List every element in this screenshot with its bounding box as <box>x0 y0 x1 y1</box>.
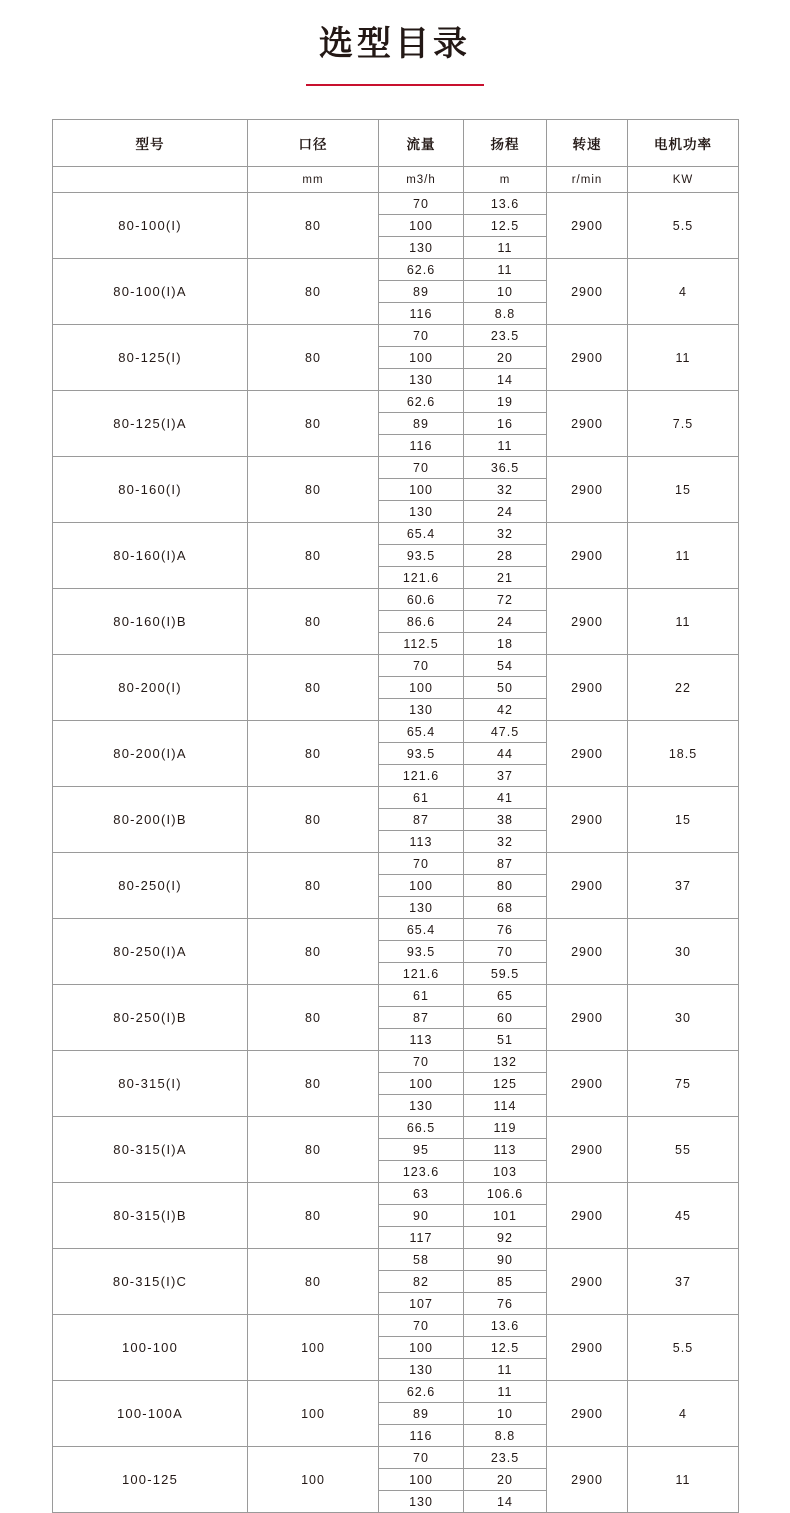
cell-speed: 2900 <box>547 1315 628 1381</box>
cell-power: 30 <box>628 985 739 1051</box>
cell-flow: 93.5 <box>379 941 464 963</box>
column-header-speed: 转速 <box>547 120 628 167</box>
cell-head: 24 <box>464 611 547 633</box>
cell-head: 44 <box>464 743 547 765</box>
cell-power: 4 <box>628 259 739 325</box>
cell-bore: 80 <box>248 589 379 655</box>
cell-head: 32 <box>464 831 547 853</box>
cell-flow: 100 <box>379 1469 464 1491</box>
cell-bore: 80 <box>248 985 379 1051</box>
cell-model: 80-315(I)B <box>53 1183 248 1249</box>
cell-flow: 93.5 <box>379 545 464 567</box>
cell-head: 87 <box>464 853 547 875</box>
cell-flow: 100 <box>379 347 464 369</box>
cell-bore: 100 <box>248 1447 379 1513</box>
cell-flow: 100 <box>379 677 464 699</box>
column-unit-speed: r/min <box>547 167 628 193</box>
cell-bore: 80 <box>248 391 379 457</box>
cell-flow: 121.6 <box>379 963 464 985</box>
cell-speed: 2900 <box>547 391 628 457</box>
cell-flow: 87 <box>379 1007 464 1029</box>
table-row <box>53 391 739 413</box>
cell-model: 80-250(I)B <box>53 985 248 1051</box>
cell-head: 8.8 <box>464 303 547 325</box>
cell-head: 42 <box>464 699 547 721</box>
cell-power: 22 <box>628 655 739 721</box>
table-row <box>53 1381 739 1403</box>
spec-table-wrap <box>0 86 790 1513</box>
cell-head: 23.5 <box>464 1447 547 1469</box>
cell-flow: 89 <box>379 413 464 435</box>
cell-speed: 2900 <box>547 1051 628 1117</box>
cell-flow: 90 <box>379 1205 464 1227</box>
cell-speed: 2900 <box>547 1183 628 1249</box>
cell-model: 80-160(I)A <box>53 523 248 589</box>
header-row-units <box>53 167 739 193</box>
cell-head: 11 <box>464 259 547 281</box>
cell-head: 11 <box>464 435 547 457</box>
header-row-labels <box>53 120 739 167</box>
cell-head: 28 <box>464 545 547 567</box>
title-block <box>0 0 790 86</box>
table-row <box>53 787 739 809</box>
cell-power: 18.5 <box>628 721 739 787</box>
cell-bore: 80 <box>248 1117 379 1183</box>
table-row <box>53 919 739 941</box>
cell-flow: 100 <box>379 1073 464 1095</box>
cell-head: 72 <box>464 589 547 611</box>
column-header-head: 扬程 <box>464 120 547 167</box>
cell-head: 101 <box>464 1205 547 1227</box>
cell-head: 59.5 <box>464 963 547 985</box>
cell-head: 18 <box>464 633 547 655</box>
cell-bore: 80 <box>248 523 379 589</box>
cell-flow: 70 <box>379 853 464 875</box>
cell-bore: 80 <box>248 787 379 853</box>
cell-speed: 2900 <box>547 325 628 391</box>
table-row <box>53 721 739 743</box>
cell-flow: 63 <box>379 1183 464 1205</box>
cell-flow: 86.6 <box>379 611 464 633</box>
cell-flow: 70 <box>379 1051 464 1073</box>
cell-flow: 116 <box>379 1425 464 1447</box>
cell-speed: 2900 <box>547 523 628 589</box>
cell-speed: 2900 <box>547 589 628 655</box>
cell-head: 16 <box>464 413 547 435</box>
cell-flow: 130 <box>379 1491 464 1513</box>
cell-flow: 130 <box>379 699 464 721</box>
cell-power: 11 <box>628 325 739 391</box>
cell-head: 85 <box>464 1271 547 1293</box>
cell-head: 65 <box>464 985 547 1007</box>
cell-head: 90 <box>464 1249 547 1271</box>
cell-flow: 60.6 <box>379 589 464 611</box>
cell-bore: 80 <box>248 259 379 325</box>
cell-flow: 62.6 <box>379 391 464 413</box>
cell-head: 19 <box>464 391 547 413</box>
cell-flow: 65.4 <box>379 919 464 941</box>
cell-power: 11 <box>628 589 739 655</box>
cell-model: 80-250(I) <box>53 853 248 919</box>
cell-head: 32 <box>464 479 547 501</box>
cell-bore: 80 <box>248 721 379 787</box>
cell-head: 13.6 <box>464 1315 547 1337</box>
cell-head: 113 <box>464 1139 547 1161</box>
cell-speed: 2900 <box>547 655 628 721</box>
cell-flow: 70 <box>379 457 464 479</box>
cell-head: 23.5 <box>464 325 547 347</box>
cell-power: 37 <box>628 853 739 919</box>
cell-head: 76 <box>464 919 547 941</box>
cell-flow: 123.6 <box>379 1161 464 1183</box>
cell-head: 92 <box>464 1227 547 1249</box>
cell-flow: 100 <box>379 875 464 897</box>
cell-power: 4 <box>628 1381 739 1447</box>
table-row <box>53 853 739 875</box>
cell-flow: 116 <box>379 303 464 325</box>
table-row <box>53 589 739 611</box>
cell-head: 51 <box>464 1029 547 1051</box>
cell-model: 80-100(I)A <box>53 259 248 325</box>
cell-head: 20 <box>464 1469 547 1491</box>
cell-flow: 70 <box>379 325 464 347</box>
column-unit-head: m <box>464 167 547 193</box>
cell-bore: 80 <box>248 1183 379 1249</box>
table-row <box>53 1183 739 1205</box>
cell-head: 10 <box>464 281 547 303</box>
table-row <box>53 259 739 281</box>
cell-flow: 100 <box>379 1337 464 1359</box>
cell-head: 38 <box>464 809 547 831</box>
cell-flow: 70 <box>379 1447 464 1469</box>
table-row <box>53 457 739 479</box>
cell-flow: 113 <box>379 831 464 853</box>
table-row <box>53 655 739 677</box>
column-header-power: 电机功率 <box>628 120 739 167</box>
cell-model: 80-200(I) <box>53 655 248 721</box>
cell-bore: 80 <box>248 919 379 985</box>
cell-flow: 117 <box>379 1227 464 1249</box>
cell-model: 80-315(I) <box>53 1051 248 1117</box>
cell-flow: 130 <box>379 369 464 391</box>
cell-flow: 121.6 <box>379 765 464 787</box>
cell-speed: 2900 <box>547 787 628 853</box>
cell-head: 70 <box>464 941 547 963</box>
table-row <box>53 1447 739 1469</box>
cell-flow: 95 <box>379 1139 464 1161</box>
cell-speed: 2900 <box>547 919 628 985</box>
cell-model: 80-250(I)A <box>53 919 248 985</box>
cell-flow: 121.6 <box>379 567 464 589</box>
table-row <box>53 985 739 1007</box>
cell-head: 80 <box>464 875 547 897</box>
table-row <box>53 523 739 545</box>
cell-power: 15 <box>628 457 739 523</box>
cell-bore: 80 <box>248 655 379 721</box>
cell-flow: 100 <box>379 479 464 501</box>
cell-head: 54 <box>464 655 547 677</box>
cell-flow: 58 <box>379 1249 464 1271</box>
cell-head: 50 <box>464 677 547 699</box>
cell-power: 5.5 <box>628 193 739 259</box>
cell-flow: 89 <box>379 281 464 303</box>
cell-head: 21 <box>464 567 547 589</box>
cell-flow: 70 <box>379 1315 464 1337</box>
cell-head: 11 <box>464 1381 547 1403</box>
table-row <box>53 193 739 215</box>
cell-head: 14 <box>464 1491 547 1513</box>
cell-speed: 2900 <box>547 853 628 919</box>
cell-bore: 80 <box>248 1051 379 1117</box>
cell-head: 125 <box>464 1073 547 1095</box>
column-unit-model <box>53 167 248 193</box>
cell-head: 60 <box>464 1007 547 1029</box>
cell-flow: 61 <box>379 787 464 809</box>
cell-flow: 87 <box>379 809 464 831</box>
cell-head: 106.6 <box>464 1183 547 1205</box>
cell-head: 68 <box>464 897 547 919</box>
table-row <box>53 325 739 347</box>
cell-flow: 130 <box>379 501 464 523</box>
cell-bore: 80 <box>248 193 379 259</box>
column-header-bore: 口径 <box>248 120 379 167</box>
cell-power: 15 <box>628 787 739 853</box>
cell-power: 45 <box>628 1183 739 1249</box>
cell-head: 41 <box>464 787 547 809</box>
cell-head: 11 <box>464 237 547 259</box>
table-row <box>53 1315 739 1337</box>
cell-bore: 80 <box>248 1249 379 1315</box>
column-unit-flow: m3/h <box>379 167 464 193</box>
cell-model: 80-315(I)A <box>53 1117 248 1183</box>
cell-flow: 70 <box>379 193 464 215</box>
cell-head: 132 <box>464 1051 547 1073</box>
cell-flow: 62.6 <box>379 1381 464 1403</box>
cell-flow: 100 <box>379 215 464 237</box>
cell-model: 80-125(I) <box>53 325 248 391</box>
cell-bore: 80 <box>248 853 379 919</box>
cell-speed: 2900 <box>547 1381 628 1447</box>
cell-model: 80-315(I)C <box>53 1249 248 1315</box>
cell-head: 114 <box>464 1095 547 1117</box>
cell-power: 5.5 <box>628 1315 739 1381</box>
specification-table <box>52 119 739 1513</box>
table-head <box>53 120 739 193</box>
cell-model: 80-160(I)B <box>53 589 248 655</box>
table-row <box>53 1117 739 1139</box>
cell-bore: 80 <box>248 457 379 523</box>
cell-head: 13.6 <box>464 193 547 215</box>
cell-power: 30 <box>628 919 739 985</box>
cell-flow: 82 <box>379 1271 464 1293</box>
cell-flow: 113 <box>379 1029 464 1051</box>
cell-flow: 93.5 <box>379 743 464 765</box>
cell-head: 12.5 <box>464 1337 547 1359</box>
cell-flow: 107 <box>379 1293 464 1315</box>
cell-head: 32 <box>464 523 547 545</box>
cell-speed: 2900 <box>547 259 628 325</box>
column-unit-power: KW <box>628 167 739 193</box>
column-unit-bore: mm <box>248 167 379 193</box>
cell-speed: 2900 <box>547 721 628 787</box>
cell-head: 103 <box>464 1161 547 1183</box>
cell-head: 47.5 <box>464 721 547 743</box>
cell-head: 76 <box>464 1293 547 1315</box>
cell-power: 55 <box>628 1117 739 1183</box>
cell-power: 11 <box>628 523 739 589</box>
cell-model: 100-100 <box>53 1315 248 1381</box>
cell-flow: 116 <box>379 435 464 457</box>
cell-flow: 70 <box>379 655 464 677</box>
column-header-flow: 流量 <box>379 120 464 167</box>
cell-power: 7.5 <box>628 391 739 457</box>
cell-head: 37 <box>464 765 547 787</box>
table-row <box>53 1051 739 1073</box>
cell-flow: 130 <box>379 237 464 259</box>
column-header-model: 型号 <box>53 120 248 167</box>
cell-head: 36.5 <box>464 457 547 479</box>
cell-head: 24 <box>464 501 547 523</box>
table-row <box>53 1249 739 1271</box>
cell-model: 80-125(I)A <box>53 391 248 457</box>
cell-model: 80-200(I)B <box>53 787 248 853</box>
cell-model: 80-200(I)A <box>53 721 248 787</box>
cell-model: 100-100A <box>53 1381 248 1447</box>
table-body <box>53 193 739 1513</box>
cell-flow: 112.5 <box>379 633 464 655</box>
cell-flow: 65.4 <box>379 721 464 743</box>
cell-flow: 66.5 <box>379 1117 464 1139</box>
cell-head: 14 <box>464 369 547 391</box>
cell-flow: 61 <box>379 985 464 1007</box>
cell-speed: 2900 <box>547 985 628 1051</box>
cell-model: 80-100(I) <box>53 193 248 259</box>
cell-flow: 130 <box>379 1359 464 1381</box>
cell-speed: 2900 <box>547 1249 628 1315</box>
cell-head: 10 <box>464 1403 547 1425</box>
cell-bore: 100 <box>248 1381 379 1447</box>
cell-head: 12.5 <box>464 215 547 237</box>
cell-head: 20 <box>464 347 547 369</box>
cell-flow: 65.4 <box>379 523 464 545</box>
cell-power: 75 <box>628 1051 739 1117</box>
cell-speed: 2900 <box>547 1447 628 1513</box>
cell-power: 11 <box>628 1447 739 1513</box>
cell-flow: 130 <box>379 897 464 919</box>
cell-bore: 100 <box>248 1315 379 1381</box>
cell-speed: 2900 <box>547 457 628 523</box>
cell-head: 119 <box>464 1117 547 1139</box>
cell-bore: 80 <box>248 325 379 391</box>
cell-model: 100-125 <box>53 1447 248 1513</box>
page-title: 选型目录 <box>319 25 471 63</box>
cell-power: 37 <box>628 1249 739 1315</box>
cell-flow: 62.6 <box>379 259 464 281</box>
cell-model: 80-160(I) <box>53 457 248 523</box>
cell-speed: 2900 <box>547 193 628 259</box>
cell-flow: 89 <box>379 1403 464 1425</box>
cell-head: 8.8 <box>464 1425 547 1447</box>
cell-flow: 130 <box>379 1095 464 1117</box>
cell-head: 11 <box>464 1359 547 1381</box>
cell-speed: 2900 <box>547 1117 628 1183</box>
